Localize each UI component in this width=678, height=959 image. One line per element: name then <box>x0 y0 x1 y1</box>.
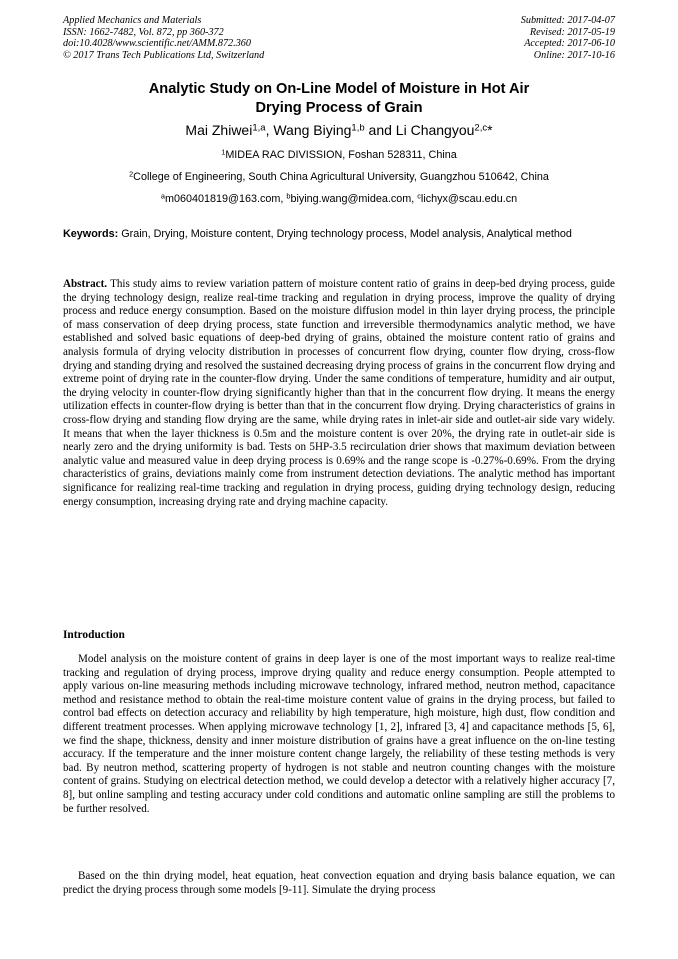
abstract-text: This study aims to review variation pattern of moisture content ratio of grains in deep-bed drying process, guide the drying technology design, realize real-time tracking and regulation in drying process, improve the quality of drying process and reduce energy consumption. Based on the moisture diffusion model in thin layer drying process, the principle of mass conservation of deep drying process, state function and irreversible thermodynamics analytic method, we have established and solved basic equations of deep-bed drying of grains, obtained the moisture content ratio of grains and analysis formula of drying velocity distribution in processes of concurrent flow drying, counter flow drying, cross-flow drying and standing drying and resolved the sustained decreasing drying process of grains in the concurrent flow drying and extreme point of drying rate in the counter-flow drying. Under the same conditions of temperature, humidity and air output, the drying velocity in counter-flow drying significantly higher than that in the concurrent flow drying. It means the energy utilization effects in counter-flow drying is better than that in the concurrent flow drying. Drying characteristics of grains in cross-flow drying and standing flow drying are the same, while drying rates in inlet-air side and outlet-air side vary widely. It means that when the layer thickness is 0.5m and the moisture content is over 20%, the drying rate in outlet-air side is nearly zero and the drying uniformity is bad. Tests on 5HP-3.5 recirculation drier shows that maximum deviation between analytic value and measured value in deep drying process is 0.69% and the range scope is -0.27%-0.69%. From the drying characteristics of grains, deviations mainly come from instrument detection deviations. The analytic method has important significance for realizing real-time tracking and regulation in drying process, guiding drying technology design, reducing energy consumption, increasing drying rate and drying machine capacity. <box>63 278 615 508</box>
author-emails <box>63 193 615 206</box>
author-name: Wang Biying <box>273 122 352 138</box>
title-line-2: Drying Process of Grain <box>255 100 423 116</box>
affiliation-mark: 2 <box>129 169 134 179</box>
keywords-block <box>63 228 615 241</box>
author-name: Li Changyou <box>395 122 475 138</box>
revised-date: Revised: 2017-05-19 <box>529 26 615 38</box>
introduction-paragraph-1: Model analysis on the moisture content of grains in deep layer is one of the most important ways to realize real-time tracking and regulation of drying process, improve drying quality and reduce energy consumption. People attempted to apply various on-line measuring methods including microwave technology, infrared method, neutron method, capacitance method and resistance method to obtain the real-time moisture content value of grains in the drying process, but failed to control bad effects on detection accuracy and reliability by high temperature, high moisture, high dust, flow condition and different treatment processes. When applying microwave technology [1, 2], infrared [3, 4] and capacitance methods [5, 6], we find the shape, thickness, density and inner moisture distribution of grains have a great influence on the on-line testing accuracy. If the temperature and the inner moisture content change largely, the reliability of these testing methods is very bad. By neutron method, scattering property of hydrogen is not stable and neutron counting changes with the moisture content of grains. Studying on electrical detection method, we could develop a detector with a relatively higher accuracy [7, 8], but online sampling and testing accuracy under cold conditions and automatic online sampling are still the problems to be further resolved. <box>63 653 615 815</box>
dates-header <box>521 15 615 61</box>
affiliation-1 <box>63 149 615 162</box>
journal-header <box>63 15 264 61</box>
corresponding-author-mark: * <box>487 122 493 138</box>
introduction-paragraph-2: Based on the thin drying model, heat equation, heat convection equation and drying basis balance equation, we can predict the drying process through some models [9-11]. Simulate the drying process <box>63 870 615 896</box>
abstract-paragraph <box>63 278 615 509</box>
affiliation-text: MIDEA RAC DIVISSION, Foshan 528311, China <box>225 149 457 161</box>
author-affiliation-mark: 2,c <box>474 122 488 134</box>
copyright-line: © 2017 Trans Tech Publications Ltd, Switzerland <box>63 49 265 61</box>
paper-title <box>63 80 615 118</box>
email-mark: b <box>286 191 291 201</box>
email-link[interactable]: lichyx@scau.edu.cn <box>420 193 518 205</box>
issn-line: ISSN: 1662-7482, Vol. 872, pp 360-372 <box>63 26 224 38</box>
author-separator: , <box>265 122 274 138</box>
author-affiliation-mark: 1,a <box>252 122 266 134</box>
affiliation-2 <box>63 171 615 184</box>
author-affiliation-mark: 1,b <box>351 122 365 134</box>
keywords-text: Grain, Drying, Moisture content, Drying technology process, Model analysis, Analytical method <box>118 228 572 240</box>
abstract-label: Abstract. <box>63 278 108 290</box>
affiliation-text: College of Engineering, South China Agricultural University, Guangzhou 510642, China <box>133 171 549 183</box>
submitted-date: Submitted: 2017-04-07 <box>520 15 615 26</box>
introduction-heading: Introduction <box>63 629 125 641</box>
keywords-label: Keywords: <box>63 228 119 240</box>
author-name: Mai Zhiwei <box>185 122 253 138</box>
email-mark: c <box>417 191 421 201</box>
author-list <box>63 121 615 139</box>
email-link[interactable]: m060401819@163.com, <box>164 193 287 205</box>
online-date: Online: 2017-10-16 <box>533 49 615 61</box>
email-link[interactable]: biying.wang@midea.com, <box>290 193 418 205</box>
doi-line: doi:10.4028/www.scientific.net/AMM.872.360 <box>63 38 251 50</box>
affiliation-mark: 1 <box>221 147 226 157</box>
journal-name: Applied Mechanics and Materials <box>63 15 202 26</box>
email-mark: a <box>160 191 165 201</box>
title-line-1: Analytic Study on On-Line Model of Moisture in Hot Air <box>148 81 530 97</box>
author-separator: and <box>364 122 396 138</box>
accepted-date: Accepted: 2017-06-10 <box>524 38 615 50</box>
